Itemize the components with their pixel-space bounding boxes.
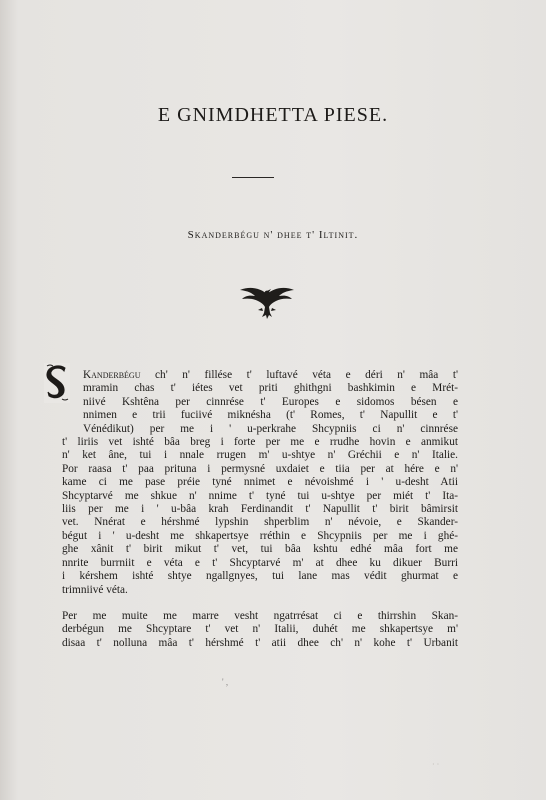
text-line: Por raasa t' paa prituna i permysné uxdaiet e tiia per at hére e n': [62, 462, 458, 475]
dropcap-s: [44, 363, 70, 403]
text-line: ghe xânit t' birit mikut t' vet, tui bâa kshtu edhé mâa fort me: [62, 543, 458, 556]
text-line: nnimen e trii fuciivé miknésha (t' Romes, t' Napullit e t': [83, 409, 458, 422]
text-line: Vénédikut) per me i ' u-perkrahe Shcypniis ci n' cinnrése: [83, 422, 458, 435]
print-speck: · ·: [432, 760, 440, 769]
paragraph-1: [62, 369, 458, 597]
eagle-ornament-icon: [238, 284, 296, 320]
page-title: E GNIMDHETTA PIESE.: [157, 104, 389, 126]
text-line: nnrite burrniit e véta e t' Shcyptarvé m' at dhee ku dikuer Burri: [62, 556, 458, 569]
text-line: Shcyptarvé me shkue n' nnime t' tyné tui u-shtye per miét t' Ita-: [62, 489, 458, 502]
paragraph-2: [62, 610, 458, 650]
text-line: Kanderbégu ch' n' fillése t' luftavé véta e déri n' mâa t': [83, 369, 458, 381]
text-line: i kérshem ishté shtye ngallgnyes, tui lane mas védit ghurmat e: [62, 570, 458, 583]
print-speck: ' ,: [222, 677, 229, 687]
text-line: bégut i ' u-desht me shkapertsye rréthin e Shcypniis per me i ghé-: [62, 529, 458, 542]
text-line: trimniivé véta.: [62, 583, 128, 596]
title-divider: [232, 177, 274, 178]
text-line: niivé Kshtêna per cinnrése t' Europes e sidomos bésen e: [83, 395, 458, 408]
text-line: mramin chas t' iétes vet priti ghithgni bashkimin e Mrét-: [83, 382, 458, 395]
text-line: derbégun me Shcyptare t' vet n' Italii, duhét me shkapertsye m': [62, 623, 458, 636]
text-line: vet. Nnérat e hérshmé lypshin shperblim n' névoie, e Skander-: [62, 516, 458, 529]
text-line: Per me muite me marre vesht ngatrrésat ci e thirrshin Skan-: [62, 609, 458, 622]
text-line: kame ci me pase préie tyné nnimet e névoishmé i ' u-desht Atii: [62, 476, 458, 489]
article-body: [62, 369, 458, 650]
text-line: liis per me i ' u-bâa krah Ferdinandit t' Napullit t' birit bâmirsit: [62, 503, 458, 516]
text-line: t' liriis vet ishté bâa breg i forte per me e rrudhe hovin e anmikut: [62, 436, 458, 449]
text-line: disaa t' nolluna mâa t' hérshmé t' atii dhee ch' n' kohe t' Urbanit: [62, 636, 458, 649]
section-subtitle: Skanderbégu n' dhee t' Iltinit.: [187, 229, 359, 241]
text-line: n' ket âne, tui i nnale rrugen m' u-shtye n' Gréchii e n' Italie.: [62, 449, 458, 462]
first-word: Kanderbégu: [83, 369, 141, 381]
